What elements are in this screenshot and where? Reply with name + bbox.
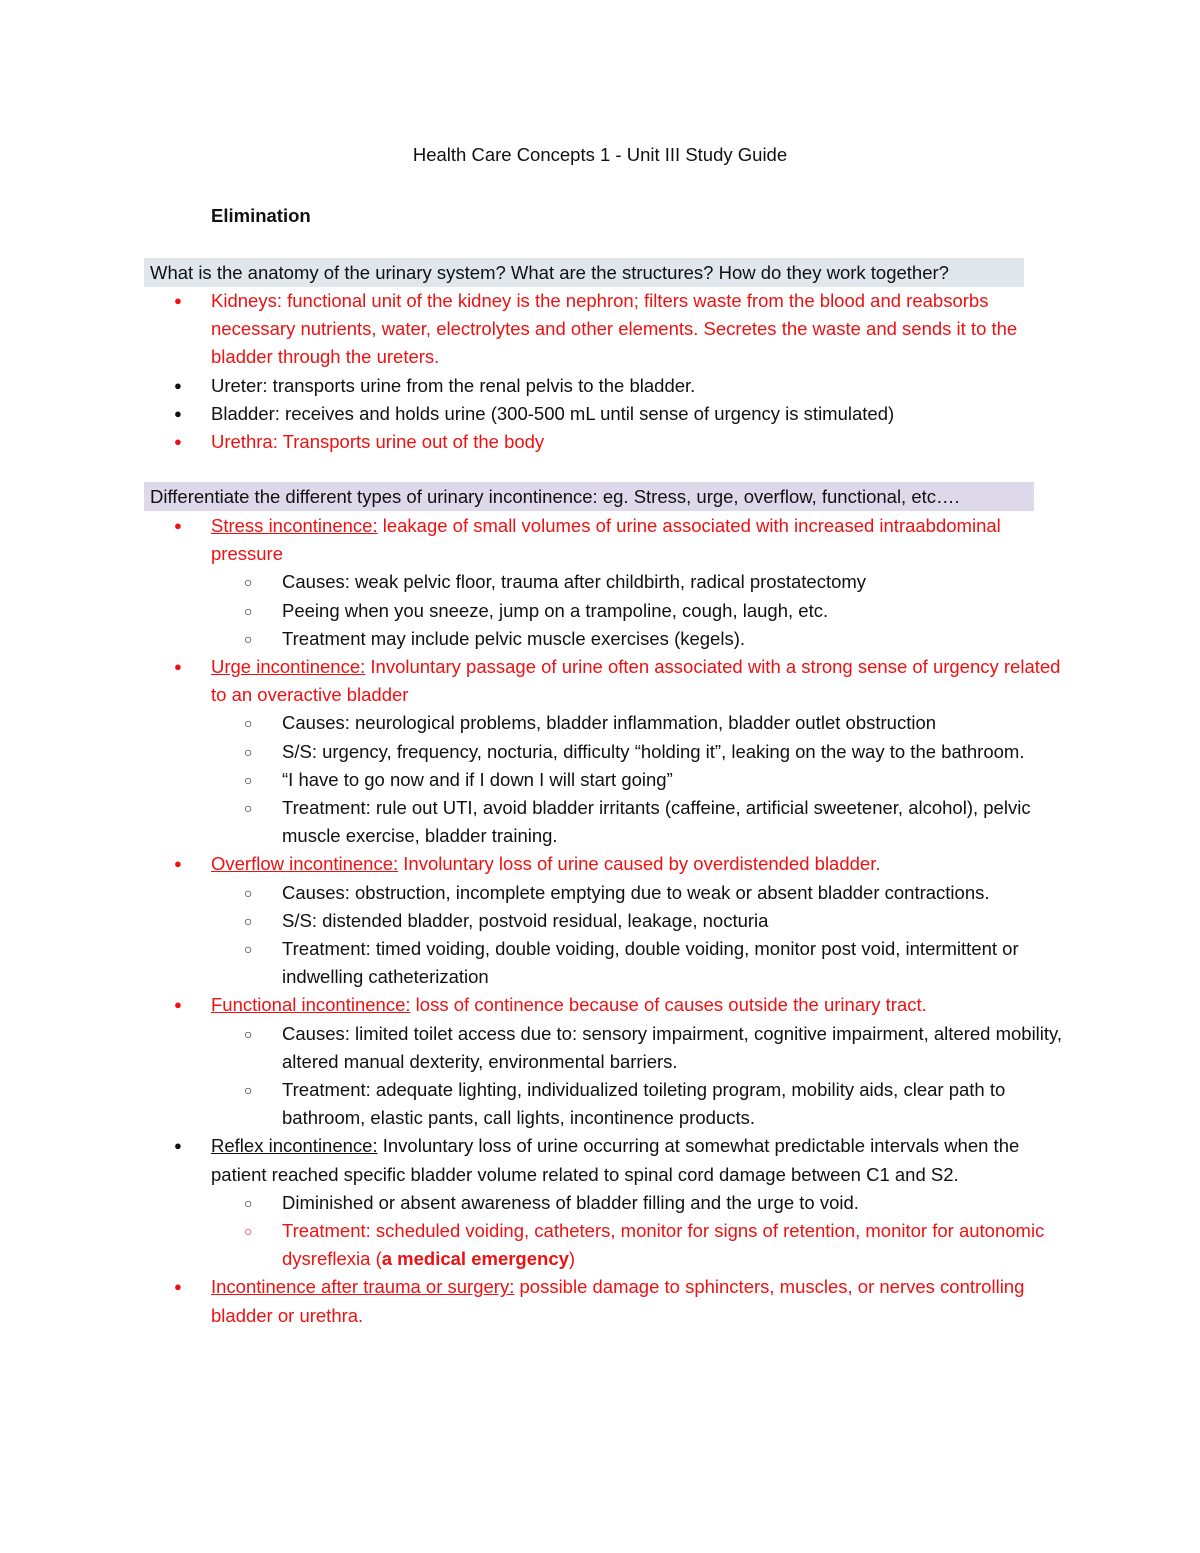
sub-bullet-icon: ○: [244, 574, 253, 591]
sub-item-urge-signs: ○ S/S: urgency, frequency, nocturia, difficulty “holding it”, leaking on the way to the bathroom.: [170, 738, 1070, 766]
sub-bullet-icon: ○: [244, 884, 253, 901]
sub-bullet-icon: ○: [244, 1223, 253, 1240]
bullet-icon: ●: [174, 518, 182, 533]
list-item-ureter: ● Ureter: transports urine from the renal pelvis to the bladder.: [170, 372, 1070, 400]
bullet-icon: ●: [174, 405, 182, 421]
question-incontinence-types: Differentiate the different types of urinary incontinence: eg. Stress, urge, overflow, functional, etc….: [144, 482, 1034, 511]
sub-item-urge-quote: ○ “I have to go now and if I down I will start going”: [170, 766, 1070, 794]
sub-item-urge-treatment: ○ Treatment: rule out UTI, avoid bladder irritants (caffeine, artificial sweetener, alcohol), pelvic muscle exercise, bladder training.: [170, 794, 1070, 850]
sub-item-stress-causes: ○ Causes: weak pelvic floor, trauma after childbirth, radical prostatectomy: [170, 568, 1070, 596]
bullet-icon: ●: [174, 293, 182, 308]
sub-item-stress-treatment: ○ Treatment may include pelvic muscle exercises (kegels).: [170, 625, 1070, 653]
bullet-icon: ●: [174, 1138, 182, 1154]
list-item-urge: ● Urge incontinence: Involuntary passage of urine often associated with a strong sense of urgency related to an overactive bladder: [170, 653, 1070, 709]
list-item-reflex: ● Reflex incontinence: Involuntary loss of urine occurring at somewhat predictable intervals when the patient reached specific bladder volume related to spinal cord damage between C1 and S2.: [170, 1132, 1070, 1188]
sub-bullet-icon: ○: [244, 1025, 253, 1042]
sub-bullet-icon: ○: [244, 912, 253, 929]
sub-bullet-icon: ○: [244, 1082, 253, 1099]
sub-item-functional-treatment: ○ Treatment: adequate lighting, individualized toileting program, mobility aids, clear path to bathroom, elastic pants, call lights, incontinence products.: [170, 1076, 1070, 1132]
section-heading: Elimination: [211, 205, 311, 226]
sub-bullet-icon: ○: [244, 630, 253, 647]
question-anatomy: What is the anatomy of the urinary system? What are the structures? How do they work together?: [144, 258, 1024, 287]
bullet-icon: ●: [174, 377, 182, 393]
list-item-kidneys: ● Kidneys: functional unit of the kidney is the nephron; filters waste from the blood and reabsorbs necessary nutrients, water, electrolytes and other elements. Secretes the waste and sends it to the bladder through the ureters.: [170, 287, 1070, 372]
sub-bullet-icon: ○: [244, 1194, 253, 1211]
sub-item-functional-causes: ○ Causes: limited toilet access due to: sensory impairment, cognitive impairment, altered mobility, altered manual dexterity, environmental barriers.: [170, 1020, 1070, 1076]
anatomy-list: [170, 287, 1070, 456]
incontinence-list: [170, 512, 1070, 1330]
page-title: Health Care Concepts 1 - Unit III Study Guide: [412, 144, 788, 165]
list-item-overflow: ● Overflow incontinence: Involuntary loss of urine caused by overdistended bladder.: [170, 850, 1070, 878]
sub-item-overflow-causes: ○ Causes: obstruction, incomplete emptying due to weak or absent bladder contractions.: [170, 879, 1070, 907]
sub-bullet-icon: ○: [244, 771, 253, 788]
sub-bullet-icon: ○: [244, 602, 253, 619]
sub-bullet-icon: ○: [244, 800, 253, 817]
sub-item-stress-example: ○ Peeing when you sneeze, jump on a trampoline, cough, laugh, etc.: [170, 597, 1070, 625]
bullet-icon: ●: [174, 997, 182, 1013]
list-item-trauma: ● Incontinence after trauma or surgery: possible damage to sphincters, muscles, or nerves controlling bladder or urethra.: [170, 1273, 1070, 1329]
bullet-icon: ●: [174, 1279, 182, 1295]
list-item-stress: ● Stress incontinence: leakage of small volumes of urine associated with increased intraabdominal pressure: [170, 512, 1070, 568]
sub-bullet-icon: ○: [244, 743, 253, 760]
bullet-icon: ●: [174, 659, 182, 675]
sub-item-overflow-treatment: ○ Treatment: timed voiding, double voiding, double voiding, monitor post void, intermittent or indwelling catheterization: [170, 935, 1070, 991]
bullet-icon: ●: [174, 434, 182, 450]
sub-bullet-icon: ○: [244, 941, 253, 958]
list-item-urethra: ● Urethra: Transports urine out of the body: [170, 428, 1070, 456]
sub-item-reflex-awareness: ○ Diminished or absent awareness of bladder filling and the urge to void.: [170, 1189, 1070, 1217]
list-item-bladder: ● Bladder: receives and holds urine (300-500 mL until sense of urgency is stimulated): [170, 400, 1070, 428]
list-item-functional: ● Functional incontinence: loss of continence because of causes outside the urinary tract.: [170, 991, 1070, 1019]
sub-item-urge-causes: ○ Causes: neurological problems, bladder inflammation, bladder outlet obstruction: [170, 709, 1070, 737]
sub-item-reflex-treatment: ○ Treatment: scheduled voiding, catheters, monitor for signs of retention, monitor for autonomic dysreflexia (a medical emergency): [170, 1217, 1070, 1273]
bullet-icon: ●: [174, 856, 182, 872]
sub-item-overflow-signs: ○ S/S: distended bladder, postvoid residual, leakage, nocturia: [170, 907, 1070, 935]
sub-bullet-icon: ○: [244, 715, 253, 732]
